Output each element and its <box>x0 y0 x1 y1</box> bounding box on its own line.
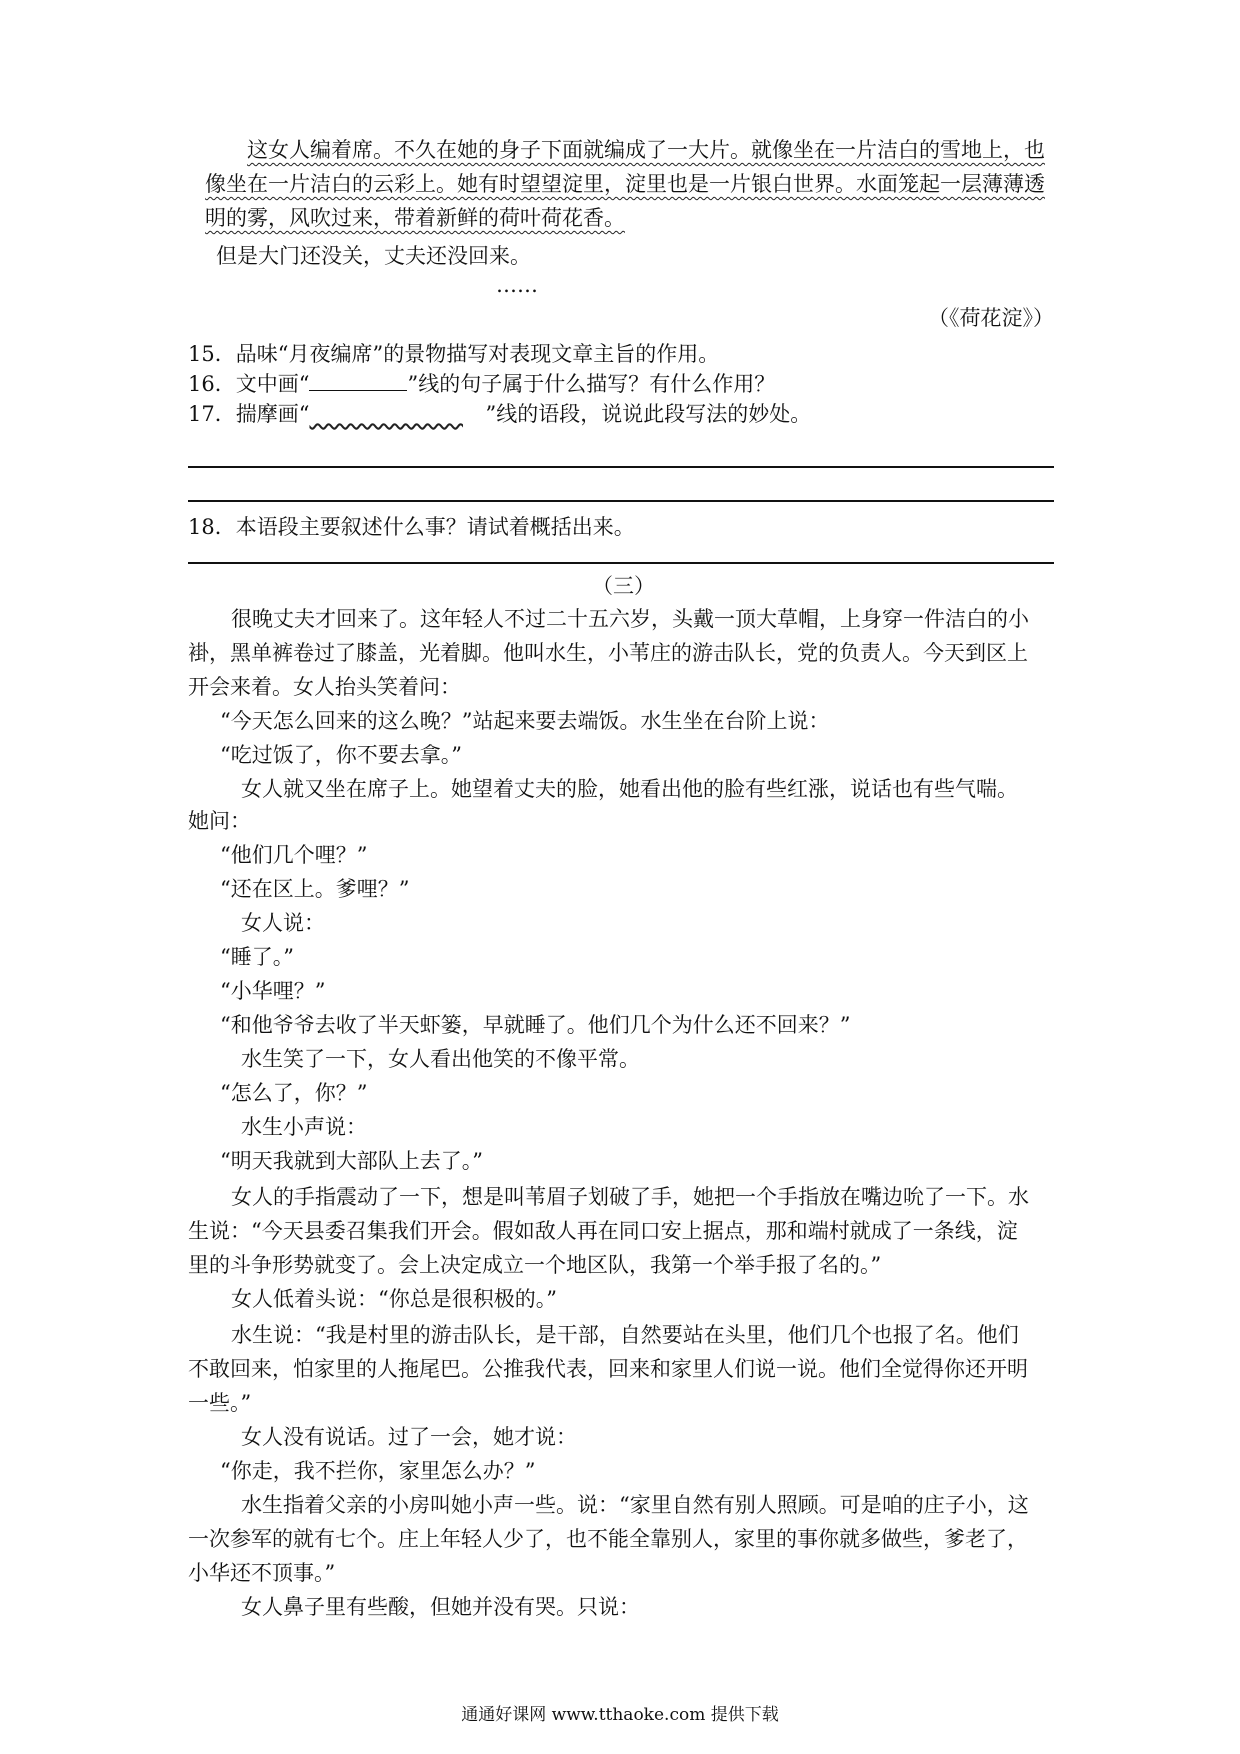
section-3-line-23: 不敢回来，怕家里的人拖尾巴。公推我代表，回来和家里人们说一说。他们全觉得你还开明 <box>188 1357 1028 1381</box>
question-17 <box>188 399 811 429</box>
straight-underline-sample <box>309 372 407 391</box>
page-footer: 通通好课网 www.tthaoke.com 提供下载 <box>461 1705 779 1725</box>
section-3-line-18: 女人的手指震动了一下，想是叫苇眉子划破了手，她把一个手指放在嘴边吮了一下。水 <box>231 1185 1029 1209</box>
answer-line-1 <box>188 466 1054 468</box>
section-3-line-2: 褂，黑单裤卷过了膝盖，光着脚。他叫水生，小苇庄的游击队长，党的负责人。今天到区上 <box>188 641 1028 665</box>
section-3-line-25: 女人没有说话。过了一会，她才说： <box>241 1425 577 1449</box>
answer-line-2 <box>188 500 1054 502</box>
question-17-prefix: 17．揣摩画“ <box>188 402 310 426</box>
section-3-line-22: 水生说：“我是村里的游击队长，是干部，自然要站在头里，他们几个也报了名。他们 <box>231 1323 1019 1347</box>
section-3-line-12: “小华哩？” <box>220 979 326 1003</box>
wavy-underline-sample: ​ <box>309 402 464 426</box>
section-3-line-10: 女人说： <box>241 911 325 935</box>
section-3-line-8: “他们几个哩？” <box>220 843 368 867</box>
section-3-line-19: 生说：“今天县委召集我们开会。假如敌人再在同口安上据点，那和端村就成了一条线，淀 <box>188 1219 1018 1243</box>
section-3-line-4: “今天怎么回来的这么晚？”站起来要去端饭。水生坐在台阶上说： <box>220 709 830 733</box>
excerpt-wavy-line-2: 像坐在一片洁白的云彩上。她有时望望淀里，淀里也是一片银白世界。水面笼起一层薄薄透 <box>205 172 1045 196</box>
section-3-line-27: 水生指着父亲的小房叫她小声一些。说：“家里自然有别人照顾。可是咱的庄子小，这 <box>241 1493 1029 1517</box>
section-3-line-28: 一次参军的就有七个。庄上年轻人少了，也不能全靠别人，家里的事你就多做些，爹老了， <box>188 1527 1028 1551</box>
question-18: 18．本语段主要叙述什么事？请试着概括出来。 <box>188 515 635 539</box>
section-3-line-3: 开会来着。女人抬头笑着问： <box>188 675 461 699</box>
section-3-line-15: “怎么了，你？” <box>220 1081 368 1105</box>
section-3-line-5: “吃过饭了，你不要去拿。” <box>220 743 462 767</box>
section-3-line-21: 女人低着头说：“你总是很积极的。” <box>231 1287 557 1311</box>
section-3-line-16: 水生小声说： <box>241 1115 367 1139</box>
section-3-line-7: 她问： <box>188 809 251 833</box>
answer-line-3 <box>188 562 1054 564</box>
excerpt-wavy-line-1: 这女人编着席。不久在她的身子下面就编成了一大片。就像坐在一片洁白的雪地上，也 <box>247 138 1045 162</box>
excerpt-ellipsis: …… <box>496 273 538 297</box>
section-3-line-24: 一些。” <box>188 1391 252 1415</box>
section-3-line-6: 女人就又坐在席子上。她望着丈夫的脸，她看出他的脸有些红涨，说话也有些气喘。 <box>241 777 1018 801</box>
section-3-line-30: 女人鼻子里有些酸，但她并没有哭。只说： <box>241 1595 640 1619</box>
question-15: 15．品味“月夜编席”的景物描写对表现文章主旨的作用。 <box>188 342 720 366</box>
section-3-line-14: 水生笑了一下，女人看出他笑的不像平常。 <box>241 1047 640 1071</box>
section-3-line-13: “和他爷爷去收了半天虾篓，早就睡了。他们几个为什么还不回来？” <box>220 1013 851 1037</box>
excerpt-source: （《荷花淀》） <box>928 306 1054 330</box>
question-16-prefix: 16．文中画“ <box>188 372 310 396</box>
section-3-line-20: 里的斗争形势就变了。会上决定成立一个地区队，我第一个举手报了名的。” <box>188 1253 882 1277</box>
section-3-line-17: “明天我就到大部队上去了。” <box>220 1149 483 1173</box>
section-3-line-1: 很晚丈夫才回来了。这年轻人不过二十五六岁，头戴一顶大草帽，上身穿一件洁白的小 <box>231 607 1029 631</box>
section-3-line-29: 小华还不顶事。” <box>188 1561 336 1585</box>
question-16-suffix: ”线的句子属于什么描写？有什么作用？ <box>407 372 776 396</box>
section-3-line-26: “你走，我不拦你，家里怎么办？” <box>220 1459 536 1483</box>
excerpt-wavy-line-3: 明的雾，风吹过来，带着新鲜的荷叶荷花香。 <box>205 206 625 230</box>
section-3-line-9: “还在区上。爹哩？” <box>220 877 410 901</box>
section-3-heading: （三） <box>592 574 655 598</box>
section-3-line-11: “睡了。” <box>220 945 294 969</box>
question-16 <box>188 369 775 399</box>
excerpt-line-after: 但是大门还没关，丈夫还没回来。 <box>216 244 531 268</box>
question-17-suffix: ”线的语段，说说此段写法的妙处。 <box>485 402 812 426</box>
